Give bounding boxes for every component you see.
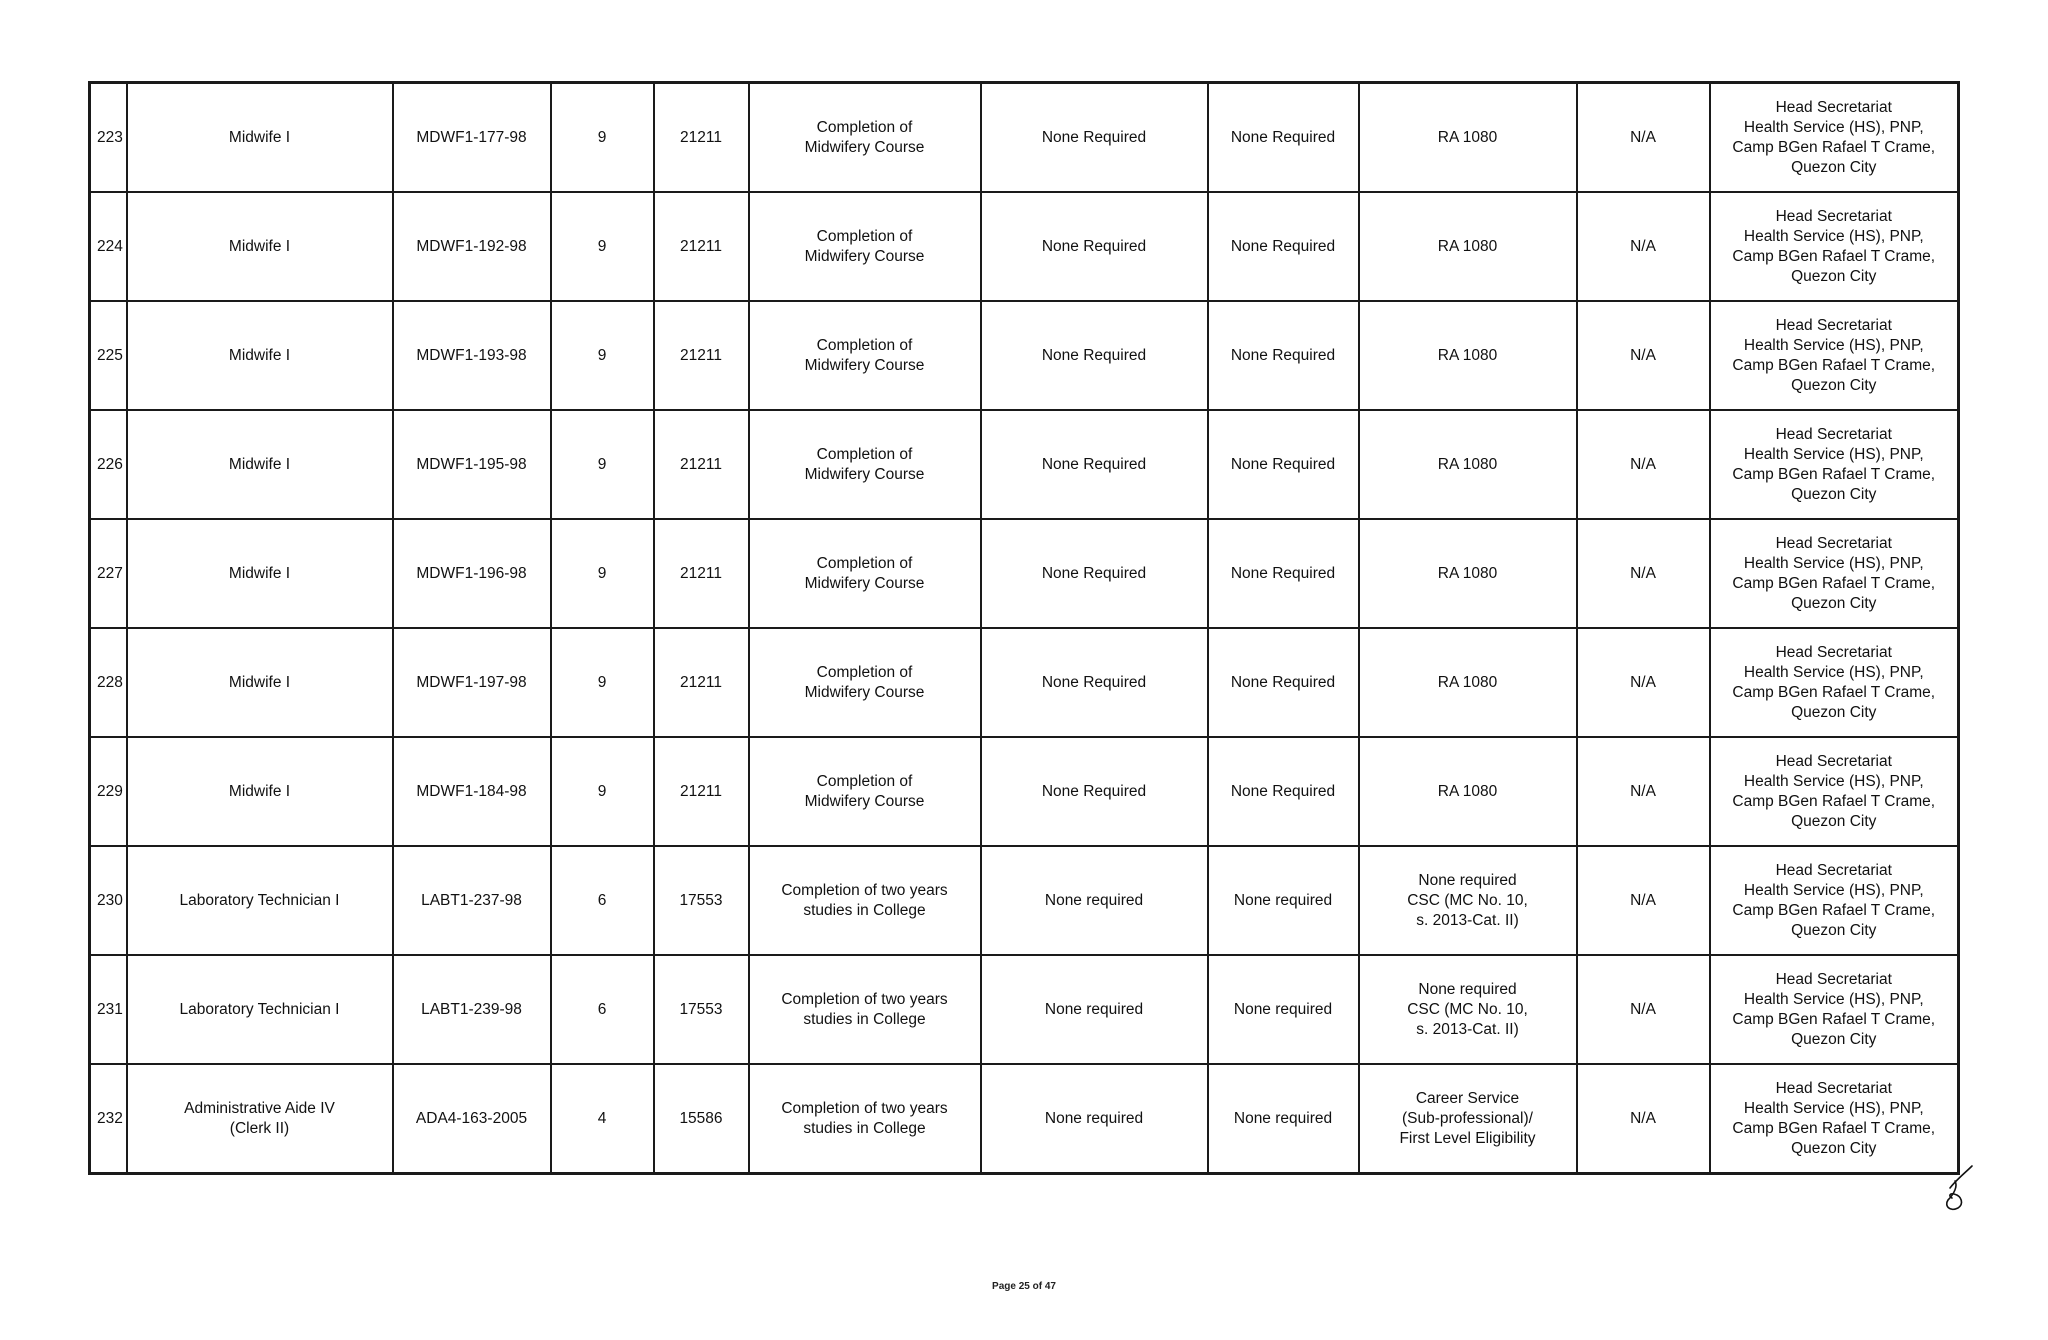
place-of-assignment-line: Quezon City <box>1791 703 1877 721</box>
place-of-assignment-line: Head Secretariat <box>1775 861 1892 879</box>
competency-cell: N/A <box>1577 192 1710 301</box>
education-line: Midwifery Course <box>804 247 925 265</box>
place-of-assignment-line: Health Service (HS), PNP, <box>1743 118 1924 136</box>
place-of-assignment-line: Quezon City <box>1791 594 1877 612</box>
position-title-cell <box>127 192 393 301</box>
education-cell <box>749 519 981 628</box>
place-of-assignment-line: Health Service (HS), PNP, <box>1743 336 1924 354</box>
row-number-cell: 228 <box>90 628 127 737</box>
eligibility-line: RA 1080 <box>1437 346 1498 364</box>
row-number-cell: 225 <box>90 301 127 410</box>
education-line: Completion of <box>816 118 913 136</box>
place-of-assignment-line: Quezon City <box>1791 812 1877 830</box>
place-of-assignment-cell <box>1710 846 1959 955</box>
position-title-line: Administrative Aide IV <box>184 1099 335 1117</box>
place-of-assignment-cell <box>1710 519 1959 628</box>
handwritten-initial-mark <box>1942 1162 1982 1214</box>
education-line: Completion of <box>816 663 913 681</box>
education-line: Completion of <box>816 336 913 354</box>
experience-cell: None Required <box>1208 519 1359 628</box>
education-line: Completion of <box>816 445 913 463</box>
competency-cell: N/A <box>1577 519 1710 628</box>
row-number-cell: 231 <box>90 955 127 1064</box>
place-of-assignment-line: Quezon City <box>1791 267 1877 285</box>
training-cell: None Required <box>981 192 1208 301</box>
table-row <box>90 410 1959 519</box>
monthly-salary-cell: 21211 <box>654 83 749 193</box>
education-line: Completion of <box>816 227 913 245</box>
monthly-salary-cell: 21211 <box>654 301 749 410</box>
place-of-assignment-cell <box>1710 301 1959 410</box>
place-of-assignment-cell <box>1710 1064 1959 1174</box>
place-of-assignment-line: Head Secretariat <box>1775 316 1892 334</box>
eligibility-cell <box>1359 1064 1577 1174</box>
education-line: Midwifery Course <box>804 792 925 810</box>
place-of-assignment-line: Head Secretariat <box>1775 425 1892 443</box>
position-title-line: Midwife I <box>228 564 291 582</box>
eligibility-line: RA 1080 <box>1437 564 1498 582</box>
place-of-assignment-line: Quezon City <box>1791 485 1877 503</box>
place-of-assignment-line: Health Service (HS), PNP, <box>1743 1099 1924 1117</box>
position-title-line: Midwife I <box>228 346 291 364</box>
competency-cell: N/A <box>1577 301 1710 410</box>
eligibility-line: (Sub-professional)/ <box>1402 1109 1533 1127</box>
eligibility-cell <box>1359 955 1577 1064</box>
education-line: Completion of two years <box>781 990 948 1008</box>
place-of-assignment-line: Head Secretariat <box>1775 970 1892 988</box>
training-cell: None required <box>981 955 1208 1064</box>
table-row <box>90 1064 1959 1174</box>
position-title-cell <box>127 846 393 955</box>
salary-grade-cell: 6 <box>551 846 654 955</box>
item-number-cell: LABT1-239-98 <box>393 955 551 1064</box>
place-of-assignment-line: Quezon City <box>1791 1139 1877 1157</box>
salary-grade-cell: 9 <box>551 628 654 737</box>
eligibility-line: CSC (MC No. 10, <box>1407 891 1528 909</box>
place-of-assignment-line: Head Secretariat <box>1775 207 1892 225</box>
table-row <box>90 301 1959 410</box>
table-row <box>90 846 1959 955</box>
item-number-cell: MDWF1-195-98 <box>393 410 551 519</box>
experience-cell: None Required <box>1208 737 1359 846</box>
place-of-assignment-line: Health Service (HS), PNP, <box>1743 445 1924 463</box>
salary-grade-cell: 6 <box>551 955 654 1064</box>
position-title-line: Midwife I <box>228 782 291 800</box>
table-row <box>90 519 1959 628</box>
education-cell <box>749 846 981 955</box>
place-of-assignment-line: Camp BGen Rafael T Crame, <box>1732 683 1936 701</box>
item-number-cell: MDWF1-196-98 <box>393 519 551 628</box>
position-title-cell <box>127 1064 393 1174</box>
row-number-cell: 224 <box>90 192 127 301</box>
training-cell: None required <box>981 846 1208 955</box>
place-of-assignment-line: Head Secretariat <box>1775 1079 1892 1097</box>
place-of-assignment-line: Camp BGen Rafael T Crame, <box>1732 465 1936 483</box>
table-row <box>90 628 1959 737</box>
item-number-cell: MDWF1-184-98 <box>393 737 551 846</box>
place-of-assignment-cell <box>1710 955 1959 1064</box>
education-line: Midwifery Course <box>804 465 925 483</box>
experience-cell: None required <box>1208 955 1359 1064</box>
education-line: Midwifery Course <box>804 138 925 156</box>
place-of-assignment-line: Health Service (HS), PNP, <box>1743 881 1924 899</box>
education-line: Midwifery Course <box>804 574 925 592</box>
monthly-salary-cell: 21211 <box>654 192 749 301</box>
position-title-cell <box>127 519 393 628</box>
place-of-assignment-cell <box>1710 410 1959 519</box>
training-cell: None Required <box>981 301 1208 410</box>
table-row <box>90 737 1959 846</box>
competency-cell: N/A <box>1577 1064 1710 1174</box>
eligibility-line: RA 1080 <box>1437 237 1498 255</box>
eligibility-line: RA 1080 <box>1437 782 1498 800</box>
place-of-assignment-line: Camp BGen Rafael T Crame, <box>1732 247 1936 265</box>
item-number-cell: ADA4-163-2005 <box>393 1064 551 1174</box>
monthly-salary-cell: 17553 <box>654 955 749 1064</box>
experience-cell: None Required <box>1208 192 1359 301</box>
place-of-assignment-line: Camp BGen Rafael T Crame, <box>1732 138 1936 156</box>
position-title-line: Midwife I <box>228 455 291 473</box>
salary-grade-cell: 9 <box>551 737 654 846</box>
place-of-assignment-line: Head Secretariat <box>1775 752 1892 770</box>
item-number-cell: MDWF1-192-98 <box>393 192 551 301</box>
place-of-assignment-line: Health Service (HS), PNP, <box>1743 663 1924 681</box>
position-title-cell <box>127 83 393 193</box>
education-line: studies in College <box>803 1010 926 1028</box>
education-line: Completion of <box>816 554 913 572</box>
place-of-assignment-line: Head Secretariat <box>1775 98 1892 116</box>
row-number-cell: 229 <box>90 737 127 846</box>
place-of-assignment-line: Head Secretariat <box>1775 534 1892 552</box>
table-body <box>90 83 1959 1174</box>
training-cell: None Required <box>981 410 1208 519</box>
education-cell <box>749 410 981 519</box>
row-number-cell: 223 <box>90 83 127 193</box>
place-of-assignment-line: Camp BGen Rafael T Crame, <box>1732 901 1936 919</box>
eligibility-cell <box>1359 846 1577 955</box>
training-cell: None Required <box>981 83 1208 193</box>
salary-grade-cell: 9 <box>551 410 654 519</box>
place-of-assignment-line: Quezon City <box>1791 1030 1877 1048</box>
eligibility-line: s. 2013-Cat. II) <box>1416 911 1519 929</box>
place-of-assignment-line: Camp BGen Rafael T Crame, <box>1732 356 1936 374</box>
eligibility-cell <box>1359 83 1577 193</box>
eligibility-line: Career Service <box>1415 1089 1520 1107</box>
position-title-line: Laboratory Technician I <box>179 891 340 909</box>
education-line: Completion of <box>816 772 913 790</box>
place-of-assignment-line: Health Service (HS), PNP, <box>1743 554 1924 572</box>
education-line: Completion of two years <box>781 1099 948 1117</box>
training-cell: None Required <box>981 737 1208 846</box>
eligibility-cell <box>1359 192 1577 301</box>
competency-cell: N/A <box>1577 410 1710 519</box>
place-of-assignment-line: Health Service (HS), PNP, <box>1743 990 1924 1008</box>
training-cell: None Required <box>981 628 1208 737</box>
position-title-cell <box>127 410 393 519</box>
position-title-cell <box>127 737 393 846</box>
place-of-assignment-line: Head Secretariat <box>1775 643 1892 661</box>
position-title-line: Midwife I <box>228 237 291 255</box>
item-number-cell: MDWF1-193-98 <box>393 301 551 410</box>
place-of-assignment-cell <box>1710 83 1959 193</box>
competency-cell: N/A <box>1577 83 1710 193</box>
eligibility-cell <box>1359 410 1577 519</box>
education-cell <box>749 301 981 410</box>
place-of-assignment-line: Health Service (HS), PNP, <box>1743 227 1924 245</box>
experience-cell: None Required <box>1208 628 1359 737</box>
place-of-assignment-line: Camp BGen Rafael T Crame, <box>1732 792 1936 810</box>
monthly-salary-cell: 21211 <box>654 519 749 628</box>
competency-cell: N/A <box>1577 955 1710 1064</box>
education-line: studies in College <box>803 1119 926 1137</box>
training-cell: None required <box>981 1064 1208 1174</box>
education-cell <box>749 628 981 737</box>
item-number-cell: LABT1-237-98 <box>393 846 551 955</box>
experience-cell: None Required <box>1208 83 1359 193</box>
row-number-cell: 227 <box>90 519 127 628</box>
place-of-assignment-line: Camp BGen Rafael T Crame, <box>1732 1119 1936 1137</box>
position-title-cell <box>127 301 393 410</box>
eligibility-line: First Level Eligibility <box>1399 1129 1536 1147</box>
place-of-assignment-cell <box>1710 628 1959 737</box>
place-of-assignment-cell <box>1710 737 1959 846</box>
position-title-line: Midwife I <box>228 673 291 691</box>
eligibility-line: RA 1080 <box>1437 128 1498 146</box>
eligibility-cell <box>1359 301 1577 410</box>
education-line: Midwifery Course <box>804 356 925 374</box>
education-cell <box>749 192 981 301</box>
eligibility-cell <box>1359 737 1577 846</box>
competency-cell: N/A <box>1577 628 1710 737</box>
position-title-line: (Clerk II) <box>229 1119 290 1137</box>
experience-cell: None required <box>1208 846 1359 955</box>
salary-grade-cell: 9 <box>551 301 654 410</box>
place-of-assignment-line: Quezon City <box>1791 921 1877 939</box>
place-of-assignment-line: Quezon City <box>1791 158 1877 176</box>
place-of-assignment-line: Camp BGen Rafael T Crame, <box>1732 574 1936 592</box>
eligibility-line: RA 1080 <box>1437 673 1498 691</box>
table-row <box>90 83 1959 193</box>
eligibility-line: CSC (MC No. 10, <box>1407 1000 1528 1018</box>
eligibility-line: None required <box>1418 980 1517 998</box>
monthly-salary-cell: 21211 <box>654 737 749 846</box>
position-title-line: Midwife I <box>228 128 291 146</box>
education-line: studies in College <box>803 901 926 919</box>
experience-cell: None Required <box>1208 410 1359 519</box>
competency-cell: N/A <box>1577 846 1710 955</box>
row-number-cell: 230 <box>90 846 127 955</box>
item-number-cell: MDWF1-197-98 <box>393 628 551 737</box>
education-cell <box>749 1064 981 1174</box>
row-number-cell: 232 <box>90 1064 127 1174</box>
place-of-assignment-line: Camp BGen Rafael T Crame, <box>1732 1010 1936 1028</box>
eligibility-line: RA 1080 <box>1437 455 1498 473</box>
eligibility-line: None required <box>1418 871 1517 889</box>
eligibility-line: s. 2013-Cat. II) <box>1416 1020 1519 1038</box>
position-title-line: Laboratory Technician I <box>179 1000 340 1018</box>
salary-grade-cell: 9 <box>551 192 654 301</box>
training-cell: None Required <box>981 519 1208 628</box>
table-row <box>90 955 1959 1064</box>
education-cell <box>749 955 981 1064</box>
place-of-assignment-cell <box>1710 192 1959 301</box>
monthly-salary-cell: 15586 <box>654 1064 749 1174</box>
position-title-cell <box>127 955 393 1064</box>
row-number-cell: 226 <box>90 410 127 519</box>
salary-grade-cell: 9 <box>551 83 654 193</box>
eligibility-cell <box>1359 519 1577 628</box>
eligibility-cell <box>1359 628 1577 737</box>
place-of-assignment-line: Quezon City <box>1791 376 1877 394</box>
plantilla-table <box>88 81 1960 1175</box>
experience-cell: None required <box>1208 1064 1359 1174</box>
salary-grade-cell: 9 <box>551 519 654 628</box>
education-line: Midwifery Course <box>804 683 925 701</box>
page-footer: Page 25 of 47 <box>992 1281 1056 1292</box>
education-cell <box>749 83 981 193</box>
place-of-assignment-line: Health Service (HS), PNP, <box>1743 772 1924 790</box>
experience-cell: None Required <box>1208 301 1359 410</box>
item-number-cell: MDWF1-177-98 <box>393 83 551 193</box>
monthly-salary-cell: 21211 <box>654 628 749 737</box>
monthly-salary-cell: 21211 <box>654 410 749 519</box>
education-line: Completion of two years <box>781 881 948 899</box>
salary-grade-cell: 4 <box>551 1064 654 1174</box>
position-title-cell <box>127 628 393 737</box>
competency-cell: N/A <box>1577 737 1710 846</box>
table-row <box>90 192 1959 301</box>
monthly-salary-cell: 17553 <box>654 846 749 955</box>
education-cell <box>749 737 981 846</box>
